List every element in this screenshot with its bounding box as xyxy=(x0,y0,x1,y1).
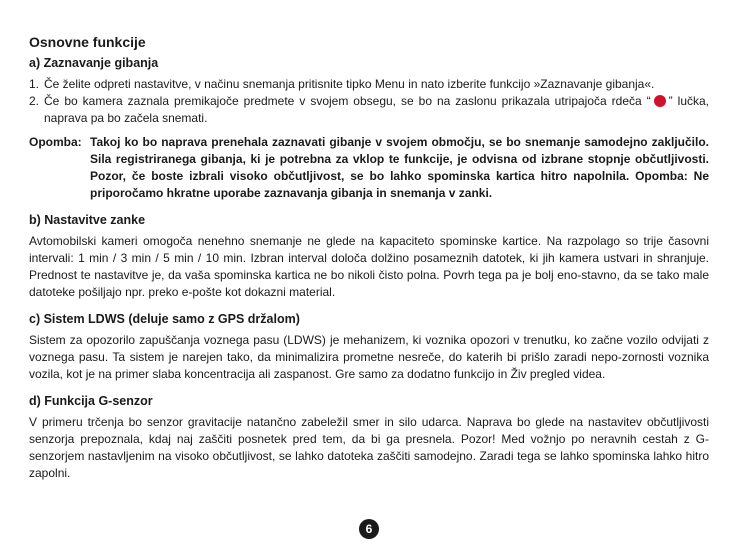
step-number: 2. xyxy=(29,94,40,108)
page-number: 6 xyxy=(359,519,379,539)
note-label: Opomba: xyxy=(29,135,82,149)
section-c-heading: c) Sistem LDWS (deluje samo z GPS držalom) xyxy=(29,312,300,326)
section-b-text: Avtomobilski kameri omogoča nenehno snemanje ne glede na kapaciteto spominske kartice. Na razpolago so trije časovni intervali: 1 min / 3 min / 5 min / 10 min. Izbran interval določa dolžino posameznih datotek, ki jih kamera ustvari in shranjuje. Prednost te nastavitve je, da vaša spominska kartica ne bo nikoli čisto polna. Povrh tega pa je bolj eno-stavno, da se tako male datoteke pošiljajo npr. preko e-pošte kot dokazni material. xyxy=(29,234,709,299)
section-c-text: Sistem za opozorilo zapuščanja voznega pasu (LDWS) je mehanizem, ki voznika opozori v trenutku, ko začne vozilo odvijati z voznega pasu. Ta sistem je narejen tako, da minimalizira prometne nesreče, do katerih bi prišlo zaradi nepo-zornosti voznika vozila, kot je na primer slaba koncentracija ali zaspanost. Gre samo za dodatno funkcijo in Živ pregled videa. xyxy=(29,333,709,381)
section-b-heading: b) Nastavitve zanke xyxy=(29,213,146,227)
step-text-before: Če bo kamera zaznala premikajoče predmete v svojem obsegu, se bo na zaslonu prikazala utripajoča rdeča “ xyxy=(44,94,651,108)
list-item xyxy=(29,93,709,127)
step-text xyxy=(44,93,709,127)
note-block xyxy=(29,134,709,202)
red-dot-icon xyxy=(654,95,666,107)
step-text: Če želite odpreti nastavitve, v načinu snemanja pritisnite tipko Menu in nato izberite funkcijo »Zaznavanje gibanja«. xyxy=(44,77,655,91)
section-ldws xyxy=(29,311,709,383)
steps-list xyxy=(29,76,709,127)
step-number: 1. xyxy=(29,77,40,91)
section-d-text: V primeru trčenja bo senzor gravitacije natančno zabeležil smer in silo udarca. Naprava bo glede na nastavitev občutljivosti senzorja prepoznala, kdaj naj zaščiti posnetek pred tem, da bi ga presnela. Pozor! Med vožnjo po neravnih cestah z G-senzorjem nastavljenim na visoko občutljivost, se lahko datoteka zaščiti samodejno. Zaradi tega se lahko spominska lahko hitro zapolni. xyxy=(29,415,709,480)
section-g-sensor xyxy=(29,393,709,482)
document-page xyxy=(29,33,709,482)
section-a-heading: a) Zaznavanje gibanja xyxy=(29,56,159,70)
step-text-after: ” lučka, naprava pa bo začela snemati. xyxy=(44,94,709,125)
section-motion-detection xyxy=(29,55,709,202)
section-loop-settings xyxy=(29,212,709,301)
list-item xyxy=(29,76,709,93)
section-d-heading: d) Funkcija G-senzor xyxy=(29,394,153,408)
page-title: Osnovne funkcije xyxy=(29,34,146,50)
note-text: Takoj ko bo naprava prenehala zaznavati gibanje v svojem območju, se bo snemanje samodejno zaključilo. Sila registriranega gibanja, ki je potrebna za vklop te funkcije, je odvisna od izbrane stopnje občutljivosti. Pozor, če boste izbrali visoko občutljivost, se bo lahko spominska kartica hitro napolnila. Opomba: Ne priporočamo hkratne uporabe zaznavanja gibanja in snemanja v zanki. xyxy=(90,135,709,200)
